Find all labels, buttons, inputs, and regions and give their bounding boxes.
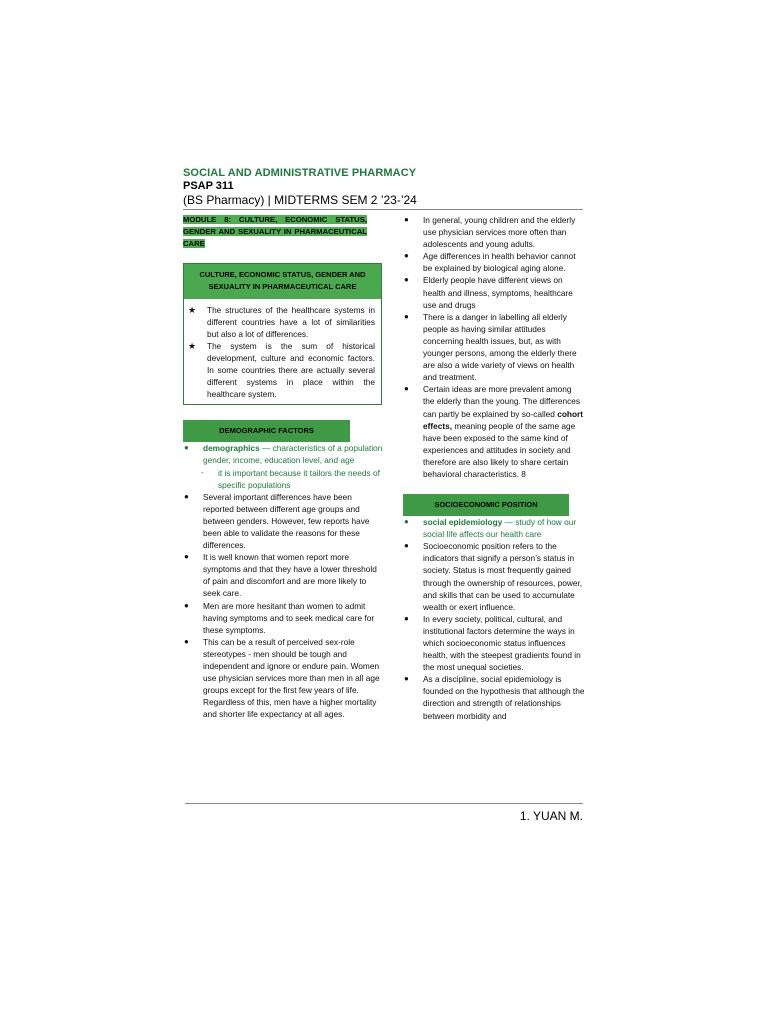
right-column (403, 214, 585, 722)
age-list (403, 214, 585, 480)
bullet-icon: ● (404, 517, 409, 527)
list-item: ● Socioeconomic position refers to the indicators that signify a person’s status in society. Status is most frequently gained through the ownership of resources, power, and skills that can be used to accumulate wealth or exert influence. (404, 541, 583, 612)
bullet-icon: ● (184, 552, 189, 562)
course-subtitle: (BS Pharmacy) | MIDTERMS SEM 2 ’23-’24 (183, 193, 417, 207)
star-icon: ★ (188, 304, 197, 315)
course-code: PSAP 311 (183, 180, 234, 192)
bullet-icon: ● (404, 275, 409, 285)
socioeconomic-list (403, 516, 585, 722)
list-item: ● Elderly people have different views on health and illness, symptoms, healthcare use and drugs (404, 275, 573, 310)
bullet-icon: ● (404, 613, 409, 623)
left-column (183, 214, 383, 721)
bullet-icon: ● (184, 443, 189, 453)
list-item: ● social epidemiology — study of how our social life affects our health care (404, 517, 577, 540)
intro-box-body (184, 299, 381, 405)
section-heading-socioeconomic: SOCIOECONOMIC POSITION (403, 494, 569, 516)
star-icon: ★ (188, 340, 197, 351)
page-label: 1. YUAN M. (519, 809, 583, 823)
list-item: ● This can be a result of perceived sex-role stereotypes - men should be tough and independent and ignore or endure pain. Women use physician services more than men in all age groups except for the first few years of life. Regardless of this, men have a higher mortality and shorter life expectancy at all ages. (184, 636, 380, 720)
list-item: ● Certain ideas are more prevalent among the elderly than the young. The differences can partly be explained by so-called cohort effects, meaning people of the same age have been exposed to the same kind of experiences and attitudes in society and therefore are also likely to share certain behavioral characteristics. 8 (404, 384, 584, 479)
list-item: ● Age differences in health behavior cannot be explained by biological aging alone. (404, 251, 576, 274)
list-item: ● Several important differences have been reported between different age groups and between genders. However, few reports have been able to validate the reasons for these differences. (184, 491, 370, 551)
dash-icon: - (201, 467, 204, 477)
bullet-icon: ● (404, 251, 409, 261)
demographic-list (183, 442, 383, 720)
bullet-icon: ● (404, 384, 409, 394)
bullet-icon: ● (184, 636, 189, 646)
list-item: ● demographics — characteristics of a population gender, income, education level, and age (184, 443, 383, 466)
section-heading-demographic: DEMOGRAPHIC FACTORS (183, 420, 350, 442)
list-item: ★ The system is the sum of historical development, culture and economic factors. In some countries there are actually several different systems in place within the healthcare system. (188, 340, 375, 400)
list-item: - it is important because it tailors the needs of specific populations (201, 467, 380, 490)
list-item: ● It is well known that women report more symptoms and that they have a lower threshold of pain and discomfort and are more likely to seek care. (184, 552, 377, 599)
bullet-icon: ● (404, 215, 409, 224)
bullet-icon: ● (184, 491, 189, 501)
list-item: ● In every society, political, cultural, and institutional factors determine the ways in which socioeconomic status influences health, with the steepest gradients found in the most unequal societies. (404, 613, 581, 673)
header-divider (183, 209, 583, 210)
bullet-icon: ● (184, 600, 189, 610)
module-title: MODULE 8: CULTURE, ECONOMIC STATUS, GENDER AND SEXUALITY IN PHARMACEUTICAL CARE (183, 215, 367, 249)
bullet-icon: ● (404, 674, 409, 684)
list-item: ● There is a danger in labelling all elderly people as having similar attitudes concerning health issues, but, as with younger persons, among the elderly there are also a wide variety of views on health and treatment. (404, 311, 577, 383)
list-item: ● Men are more hesitant than women to admit having symptoms and to seek medical care for these symptoms. (184, 600, 375, 635)
course-title: SOCIAL AND ADMINISTRATIVE PHARMACY (183, 167, 417, 179)
intro-box-title: CULTURE, ECONOMIC STATUS, GENDER AND SEXUALITY IN PHARMACEUTICAL CARE (184, 264, 381, 299)
bullet-icon: ● (404, 541, 409, 551)
list-item: ● In general, young children and the elderly use physician services more often than adolescents and young adults. (404, 215, 576, 250)
list-item: ★ The structures of the healthcare systems in different countries have a lot of similarities but also a lot of differences. (188, 304, 375, 339)
list-item: ● As a discipline, social epidemiology is founded on the hypothesis that although the direction and strength of relationships between morbidity and (404, 674, 585, 721)
intro-box (183, 263, 382, 406)
document-header (183, 167, 583, 208)
footer-divider (185, 803, 583, 804)
bullet-icon: ● (404, 311, 409, 321)
